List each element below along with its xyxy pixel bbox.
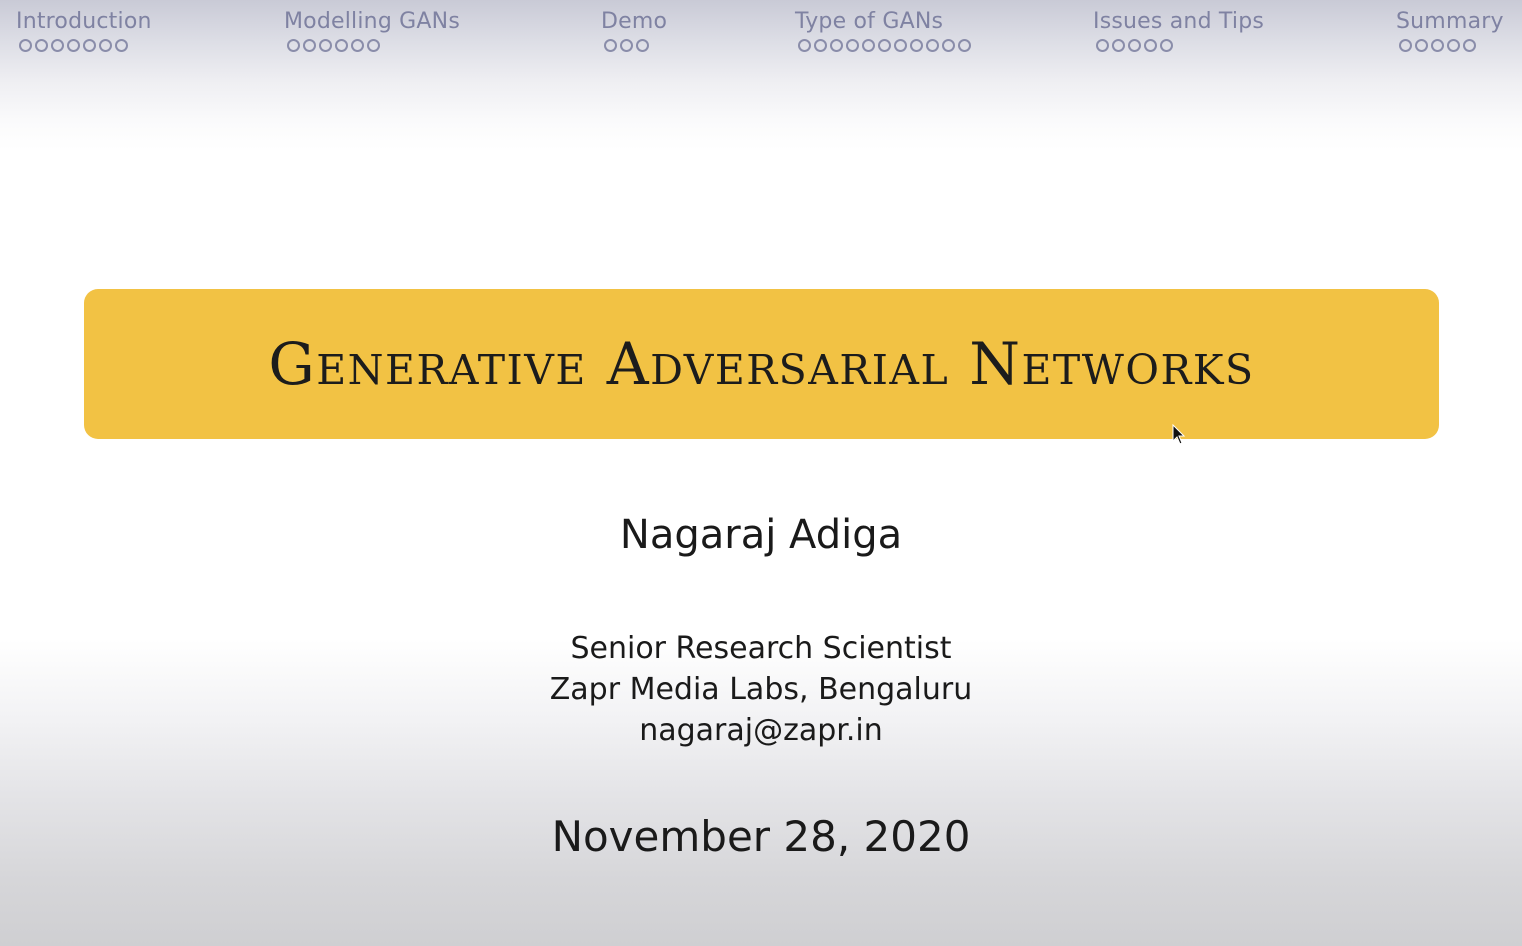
nav-frame-dot[interactable] [99,39,112,52]
slide-title: Generative Adversarial Networks [268,330,1255,398]
nav-frame-dot[interactable] [604,39,617,52]
nav-frame-dot[interactable] [846,39,859,52]
nav-frame-dot[interactable] [1112,39,1125,52]
nav-frame-dots [287,39,460,52]
nav-frame-dot[interactable] [798,39,811,52]
nav-frame-dot[interactable] [1160,39,1173,52]
nav-section-title[interactable]: Demo [601,9,668,34]
presentation-date: November 28, 2020 [551,812,971,861]
nav-frame-dot[interactable] [1144,39,1157,52]
nav-frame-dot[interactable] [19,39,32,52]
nav-frame-dot[interactable] [335,39,348,52]
nav-frame-dot[interactable] [1463,39,1476,52]
nav-frame-dot[interactable] [878,39,891,52]
nav-frame-dot[interactable] [67,39,80,52]
nav-frame-dots [1096,39,1264,52]
title-block [84,289,1439,439]
nav-frame-dot[interactable] [910,39,923,52]
nav-section-modelling-gans[interactable] [284,8,460,52]
nav-frame-dot[interactable] [942,39,955,52]
nav-frame-dot[interactable] [1399,39,1412,52]
nav-frame-dots [798,39,971,52]
nav-frame-dot[interactable] [367,39,380,52]
nav-frame-dot[interactable] [894,39,907,52]
nav-section-type-of-gans[interactable] [795,8,971,52]
nav-section-demo[interactable] [601,8,667,52]
section-navigation-bar [0,0,1522,70]
author-name: Nagaraj Adiga [619,512,903,558]
nav-frame-dot[interactable] [1431,39,1444,52]
nav-frame-dot[interactable] [1447,39,1460,52]
affiliation-block [0,628,1522,751]
nav-section-title[interactable]: Issues and Tips [1093,9,1265,34]
nav-section-title[interactable]: Introduction [16,9,152,34]
nav-frame-dot[interactable] [958,39,971,52]
nav-frame-dot[interactable] [830,39,843,52]
nav-frame-dot[interactable] [814,39,827,52]
nav-frame-dot[interactable] [1096,39,1109,52]
nav-frame-dot[interactable] [620,39,633,52]
author-position: Senior Research Scientist [570,631,952,666]
nav-section-title[interactable]: Modelling GANs [284,9,460,34]
nav-frame-dots [19,39,152,52]
nav-frame-dot[interactable] [115,39,128,52]
nav-frame-dot[interactable] [1128,39,1141,52]
author-email: nagaraj@zapr.in [639,713,883,748]
nav-frame-dot[interactable] [351,39,364,52]
nav-frame-dot[interactable] [1415,39,1428,52]
nav-frame-dot[interactable] [287,39,300,52]
nav-frame-dots [604,39,667,52]
mouse-cursor-icon [1172,424,1186,446]
author-organization: Zapr Media Labs, Bengaluru [549,672,973,707]
nav-frame-dot[interactable] [83,39,96,52]
nav-section-issues-and-tips[interactable] [1093,8,1264,52]
nav-frame-dot[interactable] [35,39,48,52]
nav-section-summary[interactable] [1396,8,1504,52]
nav-section-title[interactable]: Summary [1396,9,1504,34]
nav-frame-dot[interactable] [862,39,875,52]
nav-frame-dot[interactable] [319,39,332,52]
nav-frame-dot[interactable] [636,39,649,52]
nav-frame-dot[interactable] [926,39,939,52]
nav-frame-dot[interactable] [303,39,316,52]
nav-frame-dot[interactable] [51,39,64,52]
nav-section-title[interactable]: Type of GANs [795,9,944,34]
nav-frame-dots [1399,39,1504,52]
nav-section-introduction[interactable] [16,8,152,52]
